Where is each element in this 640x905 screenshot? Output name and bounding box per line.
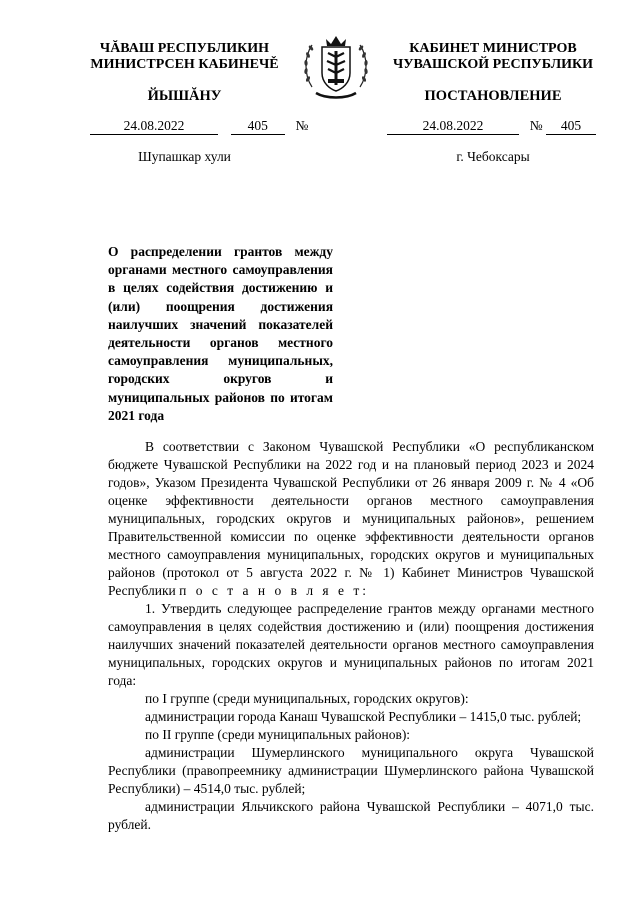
coat-of-arms-emblem (298, 27, 374, 103)
group-2-heading: по II группе (среди муниципальных районов): (145, 727, 411, 742)
document-body (108, 438, 594, 834)
header-right-doctype: ПОСТАНОВЛЕНИЕ (424, 88, 562, 104)
left-date: 24.08.2022 (90, 118, 218, 135)
item-1-paragraph: 1. Утвердить следующее распределение грантов между органами местного самоуправления в целях содействия достижению и (или) поощрения достижения наилучших значений показателей деятельности органов местного самоуправления муниципальных, городских округов и муниципальных районов по итогам 2021 года: (108, 601, 594, 688)
group-1-heading: по I группе (среди муниципальных, городских округов): (145, 691, 469, 706)
group-2-item-2: администрации Яльчикского района Чувашской Республики – 4071,0 тыс. рублей. (108, 799, 594, 832)
right-number: 405 (546, 118, 596, 135)
document-title: О распределении грантов между органами местного самоуправления в целях содействия достижению и (или) поощрения достижения наилучших значений показателей деятельности органов местного самоуправления муниципальных, городских округов и муниципальных районов по итогам 2021 года (108, 244, 333, 423)
coat-of-arms-icon (298, 27, 374, 103)
header-left-line1: ЧĂВАШ РЕСПУБЛИКИН (99, 41, 270, 56)
header-left-org (72, 41, 297, 73)
city-right: г. Чебоксары (456, 149, 530, 164)
right-date: 24.08.2022 (387, 118, 519, 135)
preamble-paragraph (108, 438, 594, 600)
left-number: 405 (231, 118, 285, 135)
right-date-number-line (387, 118, 596, 136)
left-date-number-line (90, 118, 308, 136)
city-left: Шупашкар хули (138, 149, 231, 164)
header-right-org (378, 41, 608, 73)
postanovlyaet-text: п о с т а н о в л я е т: (179, 583, 370, 598)
header-left-line2: МИНИСТРСЕН КАБИНЕЧĚ (90, 57, 279, 72)
group-1-item-1: администрации города Канаш Чувашской Республики – 1415,0 тыс. рублей; (145, 709, 582, 724)
group-2-item-1: администрации Шумерлинского муниципального округа Чувашской Республики (правопреемнику администрации Шумерлинского района Чувашской Республики) – 4514,0 тыс. рублей; (108, 745, 594, 796)
header-left-doctype: ЙЫШĂНУ (147, 88, 222, 104)
header-right-line1: КАБИНЕТ МИНИСТРОВ (409, 41, 577, 56)
right-number-sign: № (529, 118, 543, 133)
left-number-sign: № (295, 118, 309, 133)
header-right-line2: ЧУВАШСКОЙ РЕСПУБЛИКИ (392, 57, 594, 72)
preamble-text: В соответствии с Законом Чувашской Республики «О республиканском бюджете Чувашской Республики на 2022 год и на плановый период 2023 и 2024 годов», Указом Президента Чувашской Республики от 26 января 2009 г. № 4 «Об оценке эффективности деятельности органов местного самоуправления муниципальных, городских округов и муниципальных районов», решением Правительственной комиссии по оценке эффективности деятельности органов местного самоуправления муниципальных, городских округов и муниципальных районов (протокол от 5 августа 2022 г. № 1) Кабинет Министров Чувашской Республики (108, 439, 594, 598)
